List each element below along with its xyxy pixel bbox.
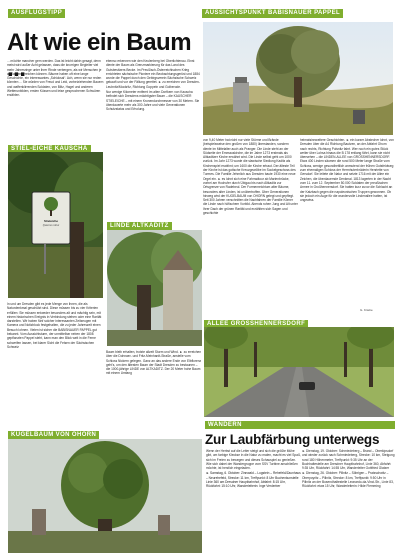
stieleiche-photo bbox=[8, 152, 103, 298]
section-tag-ausflugstipp: AUSFLUGSTIPP bbox=[8, 9, 65, 18]
intro-text-col1 bbox=[7, 59, 104, 143]
intro-paragraph-3: Nur wenige Kilometer entfernt im alten Dorfkern von Kauscha befindet sich Dresdens mächtigster Baum – die KAUSCHER STIELEICHE – mit einem Kronendurchmesser von 30 Metern. Sie überdauerte mehr als 300 Jahre und viele Generationen Schutzstatus und Erholung. bbox=[106, 90, 200, 112]
intro-text-col2 bbox=[106, 59, 201, 219]
mid-paragraph-2: Baum bleib erhalten, trotzte allzeit Sturm und Wind. ► zu erreichen über die Dohnaer- und Fritz-Meinhardt-Straße, anstelle vom Schloss Nickern gelegen. Ganz an das andere Ende von Elbflorenz geht's, um den ältesten Baum der Stadt Dresden zu bestaunen – die 1000-jährige LINDE von ALTKADITZ. Der 20 Meter hohe Baum mit einem Umfang bbox=[106, 350, 202, 376]
right-paragraph: von 9,40 Meter hat nicht nur viele Stürme und Brände (beispielsweise den großen von 1880) überstanden, sondern diente im Mittelalter auch als Pranger. Die Linde steht an der Südseite der Emmauskirche, die im Jahre 1273 erstmals als Altkaditzer Kirche erwähnt wird. Die Linde selbst geht um 1000 zurück. Im Jahr 1273 wurde die slawische Siedlung Kaditz als Kirchenspiel erwähnt; um 1600 die Kirche erbaut. Der älteste Teil der Kirche ist das gotische Kreuzgewölbe im Sockelgeschoss des Turmes. Die Familie Jehmlich aus Dresden baute 1930 eine neue Orgel ein. ► es lohnt sich eine Fahrradtour ab Marienbrücke, vorbei am Hochufer durch Übigau bis nach Altkaditz zur Ortsgrenze von Radebeul. Der Formenreichtum alter Bäume, besonders alter Linden, ist unübertroffen. Über Generationen hinweg wird der KUGELBAUM von OHORN gelegt und gepflegt. Seit 300 Jahren verschnitten die Nachfahren der Familie Körner die Linde nach höfischem Vorbild. Abends ruhen Jung und Alt unter Ihrer Dach der grünen Rarität und erzählten sich Sagen und geschichte bbox=[203, 138, 298, 216]
page-title: Alt wie ein Baum ... bbox=[7, 29, 192, 82]
right-text-col1 bbox=[203, 138, 298, 314]
wandern-tour-1: ► Samstag, 6. Oktober: Zinnwald – Lugstein – Rehefeld/Zaunhaus – Neurehefeld, Strecke: 11 km, Treffpunkt: 8 Uhr Buchenkunstelle Linie 360 am Dresdner Hauptbahnhof, Abfahrt: 8:15 Uhr, Rückfahrt: 15:10 Uhr, Wanderleiterin: Inge Verderber bbox=[206, 471, 301, 489]
right-paragraph-2: heimatsinnweltere Geschichten. ► ein kurzer Abstecher lohnt, von Dresden über die A4 Richtung Bautzen, an der Abfahrt Ohorn nach rechts, Richtung Pulsnitz fahrt. Wer noch ein gutes Stück weiter über Lohsa hinaus die B 178 entlang fährt, kann sie nicht übersehen – die LINDEN-ALLEE von GROSSHENNERSDORF. Etwa 400 Linden säumen die rund 500 Meter lange Straße vom Schloss, wenige gesundheitlich anmutend der frühen Gutsfeldweg zum ehemaligen Schloss der Herrnhuterbrüderin Henriette von Gersdorf. Sie leitete die Natur und setzte 1716 mit der Allee ein Zeichen, die überdauernde Denkmal. 1813 lagerten in der Nacht vom 11. zum 12. September 50.000 Soldaten der preußischen Armee in Großhennersdorf. Sie hatten kurz zuvor die Schlacht an der Katzbach gegen die napoleonischen Truppen gewonnen. Ob sie jedoch ein Auge für die wundervolle Lindenallee hatten, ist ungewiss. bbox=[300, 138, 394, 203]
section-tag-linde-altkaditz: LINDE ALTKADITZ bbox=[107, 222, 172, 231]
mid-text-col1 bbox=[7, 302, 104, 430]
wandern-col2 bbox=[302, 449, 395, 553]
babisnauer-pappel-photo bbox=[203, 22, 393, 135]
wandern-tour-2: ► Dienstag, 19. Oktober: Schmiedeberg – Brand – Oberkipsdorf und wieder zurück nach Schmiedeberg, Strecke: 10 km, Steigung rund 180 Höhenmeter, Treffpunkt: 9:35 Uhr an der Buchhaltestelle am Dresdner Hauptbahnhof, Linie 360, Abfahrt: 9:35 Uhr, Rückfahrt: 14:55 Uhr, Wanderleiter Gottfried Glatzer bbox=[302, 449, 395, 471]
section-tag-stieleiche: STIEL-EICHE KAUSCHA bbox=[8, 145, 91, 154]
oak-sign-title: Stieleiche bbox=[43, 219, 58, 223]
intro-paragraph-2: ebenso erkennen wie den Keulenberg bei Oberlichtenau. Einst diente der Baum als Grenzmarkierung für das Land des Gutsbesitzers Becke. Im Preußisch-Österreichischen Krieg errichteten sächsische Pioniere ein Beobachtungsgerüst und 1884 wurde die Pappel durch den Gebirgsverein Sächsische Schweiz gekauft und vor der Fällung gerettet. ► zu erreichen von Dresden-Leubnitz/Mockritz, Richtung Goppeln und Golberode. bbox=[106, 59, 200, 89]
oak-sign-subtitle: Quercus robur bbox=[42, 224, 60, 227]
intro-paragraph: ... möchte mancher gern werden. Das ist leicht dahin gesagt, denn meist wird außer Acht gelassen, dass die knorrigen Begleiter viel mehr Jahresringe unter ihrer Rinde verbergen, als wir Menschen je an Jahren erreichen können. Bäume haben oft eine lange Geschichte, ein interessantes „Schicksal“. Ach, wenn sie nur reden könnten ... Sie würden von Freud und Leid, vorbeiziehenden Bauern und waffenklirrenden Soldaten, von Blitz, Hagel und anderen Wetterunbilden, ersten Küssen und leise gesprochenen Schwüren erzählen. bbox=[7, 59, 104, 98]
section-tag-allee: ALLEE GROSSHENNERSDORF bbox=[204, 320, 308, 329]
section-tag-wandern: WANDERN bbox=[208, 422, 242, 428]
author-byline: G. Kriebe bbox=[360, 308, 373, 312]
wandern-tour-3: ► Dienstag, 26. Oktober: Pillnitz – Söbrigen – Pratzschwitz – Oberpoyritz – Pillnitz, Strecke: 8 km, Treffpunkt: 9:50 Uhr in Pillnitz an der Busendhaltestelle Leonardo-da-Vinci-Str., Linie 83, Rückfahrt: etwa 15 Uhr, Wanderleiterin: Hilde Flemming bbox=[302, 471, 394, 489]
wandern-col1 bbox=[206, 449, 301, 553]
right-text-col2 bbox=[300, 138, 394, 306]
linde-altkaditz-photo bbox=[107, 230, 202, 346]
kugelbaum-ohorn-photo bbox=[8, 439, 202, 553]
section-tag-babisnauer: AUSSICHTSPUNKT BABISNAUER PAPPEL bbox=[202, 9, 343, 18]
wandern-paragraph: Wenn der Herbst auf die Leiter steigt und sich die größte Mühe gibt, um farbige Kleckse in die Natur zu malen, macht es viel Spaß, sich im Freien zu bewegen und dieses Schauspiel zu genießen. Wie sich dabei der Wandergruppe vom SSV Turbine anschließen möchte, ist herzlich eingeladen. bbox=[206, 449, 301, 471]
mid-text-col2 bbox=[106, 350, 202, 430]
section-tag-kugelbaum: KUGELBAUM VON OHORN bbox=[8, 431, 99, 440]
mid-paragraph: In und um Dresden gibt es jede Menge von ihnen, die als Naturdenkmal geschützt sind. Diese müssen bis zu vier Kriterien erfüllen: Sie müssen entweder besonders alt und mächtig sein, mit einem historischen Ereignis in Verbindung stehen oder eine Rarität darstellen. Wir haben fünf solcher interessanten Zeitzeugen mit Kamera und Notizblock festgehalten, die zu jeder Jahreszeit einen Besuch lohnen. Vielen ist sicher die BABISNAUER PAPPEL gut bekannt. Vom Aussichtsturm, der unmittelbar neben der 1808 gepflanzten Pappel steht, kann man den Blick weit in die Ferne schweifen lassen, bei klarer Sicht die Felsen der Sächsischen Schweiz bbox=[7, 302, 102, 349]
wandern-title: Zur Laubfärbung unterwegs bbox=[205, 432, 380, 447]
allee-grosshennersdorf-photo bbox=[204, 327, 394, 417]
